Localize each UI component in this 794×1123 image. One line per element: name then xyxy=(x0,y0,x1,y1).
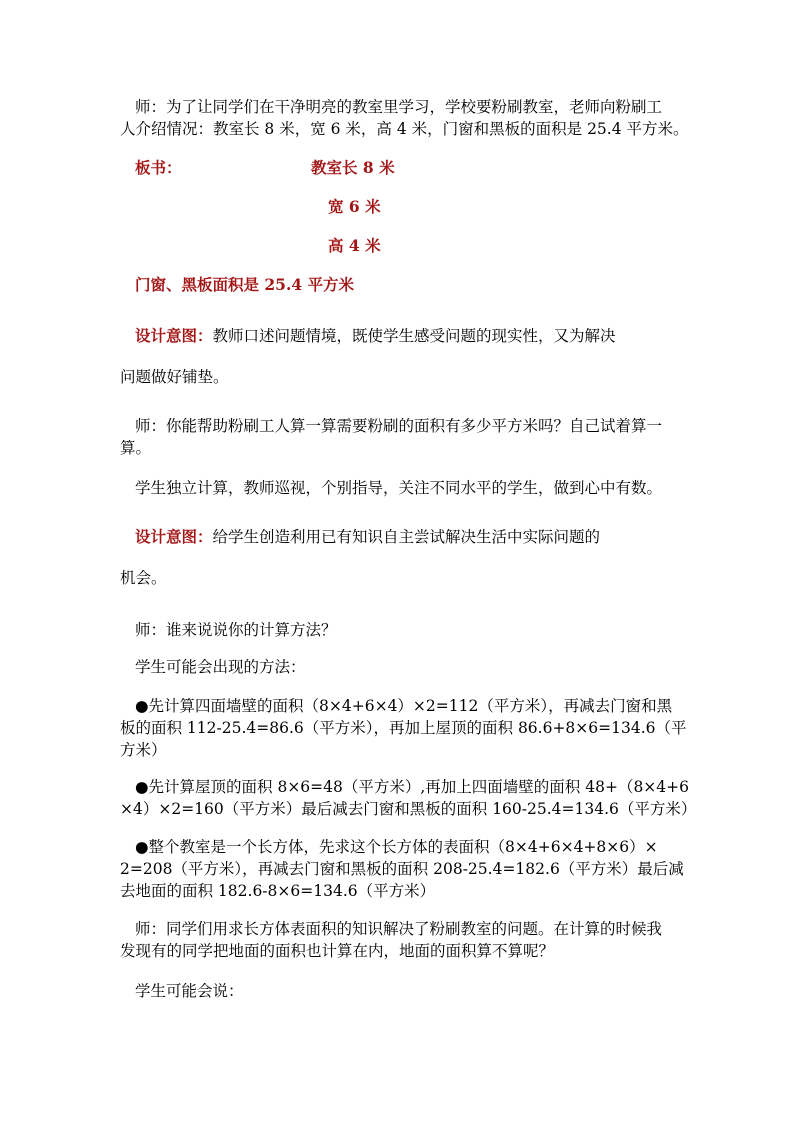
design-intent-label: 设计意图： xyxy=(135,326,213,345)
paragraph-line: 学生可能会出现的方法： xyxy=(135,658,306,676)
method-line: 方米） xyxy=(120,741,167,759)
board-width: 宽 6 米 xyxy=(328,197,381,216)
paragraph-line: 发现有的同学把地面的面积也计算在内，地面的面积算不算呢？ xyxy=(120,942,555,960)
method-line: ●先计算四面墙壁的面积（8×4+6×4）×2=112（平方米），再减去门窗和黑 xyxy=(135,697,673,715)
design-intent xyxy=(135,526,600,548)
paragraph-line: 学生独立计算，教师巡视，个别指导，关注不同水平的学生，做到心中有数。 xyxy=(135,479,663,497)
method-line: 去地面的面积 182.6-8×6=134.6（平方米） xyxy=(120,882,436,900)
design-intent xyxy=(135,325,616,347)
board-length: 教室长 8 米 xyxy=(311,158,395,177)
method-line: 板的面积 112-25.4=86.6（平方米），再加上屋顶的面积 86.6+8×6=134.6（平 xyxy=(120,719,687,737)
paragraph-line: 算。 xyxy=(120,439,152,457)
method-line: ×4）×2=160（平方米）最后减去门窗和黑板的面积 160-25.4=134.6（平方米） xyxy=(120,800,697,818)
paragraph-line: 师：同学们用求长方体表面积的知识解决了粉刷教室的问题。在计算的时候我 xyxy=(135,920,663,938)
paragraph-line: 师：为了让同学们在干净明亮的教室里学习，学校要粉刷教室，老师向粉刷工 xyxy=(135,98,663,116)
method-line: ●整个教室是一个长方体，先求这个长方体的表面积（8×4+6×4+8×6）× xyxy=(135,838,658,856)
paragraph-line: 问题做好铺垫。 xyxy=(120,368,229,386)
paragraph-line: 学生可能会说： xyxy=(135,982,244,1000)
board-height: 高 4 米 xyxy=(328,236,381,255)
paragraph-line: 人介绍情况：教室长 8 米，宽 6 米，高 4 米，门窗和黑板的面积是 25.4 平方米。 xyxy=(120,120,689,138)
paragraph-line: 师：你能帮助粉刷工人算一算需要粉刷的面积有多少平方米吗？自己试着算一 xyxy=(135,417,663,435)
paragraph-line: 师：谁来说说你的计算方法？ xyxy=(135,621,337,639)
method-line: ●先计算屋顶的面积 8×6=48（平方米）,再加上四面墙壁的面积 48+（8×4+6 xyxy=(135,778,689,796)
design-intent-label: 设计意图： xyxy=(135,527,213,546)
method-line: 2=208（平方米），再减去门窗和黑板的面积 208-25.4=182.6（平方米）最后减 xyxy=(120,860,684,878)
paragraph-line: 机会。 xyxy=(120,569,167,587)
design-intent-text: 给学生创造利用已有知识自主尝试解决生活中实际问题的 xyxy=(212,528,601,546)
board-label: 板书： xyxy=(135,158,182,177)
design-intent-text: 教师口述问题情境，既使学生感受问题的现实性，又为解决 xyxy=(212,327,616,345)
board-area: 门窗、黑板面积是 25.4 平方米 xyxy=(135,275,355,294)
